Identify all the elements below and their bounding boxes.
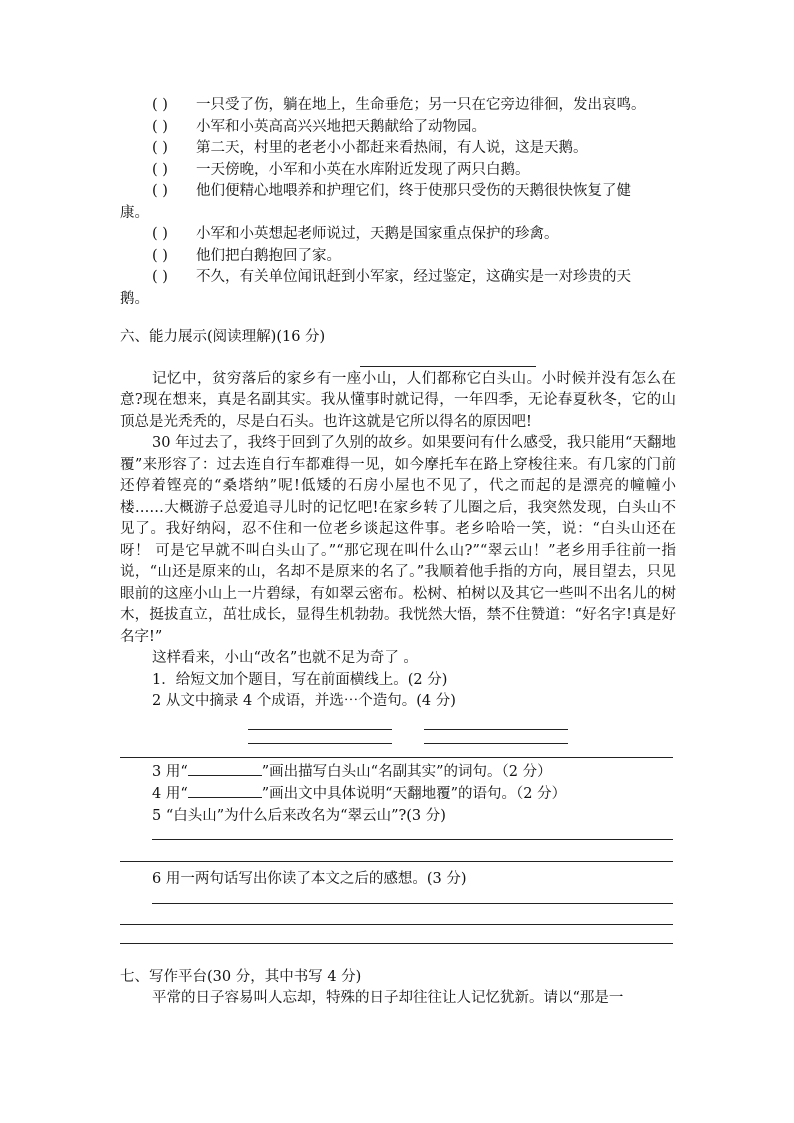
idiom-blank[interactable] xyxy=(424,743,568,744)
exam-page xyxy=(120,95,676,1010)
underline-sample xyxy=(188,783,262,798)
ordering-item xyxy=(120,138,676,160)
ordering-exercise xyxy=(120,95,676,310)
question-3: 3 用“ ”画出描写白头山“名副其实”的词句。（2 分） xyxy=(120,761,676,784)
reading-paragraph: 这样看来，小山“改名”也就不足为奇了 。 xyxy=(152,650,418,666)
ordering-item xyxy=(120,160,676,182)
answer-paren[interactable]: ( ) xyxy=(152,97,168,113)
ordering-item xyxy=(120,246,676,268)
answer-blank-row xyxy=(120,849,676,869)
question-6: 6 用一两句话写出你读了本文之后的感想。(3 分) xyxy=(152,871,467,887)
ordering-text: 第二天，村里的老老小小都赶来看热闹，有人说，这是天鹅。 xyxy=(196,140,588,156)
answer-paren[interactable]: ( ) xyxy=(152,247,168,264)
idiom-blank[interactable] xyxy=(248,743,392,744)
section-heading: 七、写作平台(30 分，其中书写 4 分) xyxy=(120,968,362,985)
reading-paragraph: 记忆中，贫穷落后的家乡有一座小山，人们都称它白头山。小时候并没有怎么在意?现在想来，真是名副其实。我从懂事时就记得，一年四季，无论春夏秋冬，它的山顶总是光秃秃的，尽是白石头。也许这就是它所以得名的原因吧! xyxy=(120,370,676,430)
sentence-blank[interactable] xyxy=(120,757,673,758)
reading-paragraph: 30 年过去了，我终于回到了久别的故乡。如果要问有什么感受，我只能用“天翻地覆”来形容了：过去连自行车都难得一见，如今摩托车在路上穿梭往来。有几家的门前还停着铿亮的“桑塔纳”呢!低矮的石房小屋也不见了，代之而起的是漂亮的幢幢小楼……大概游子总爱追寻儿时的记忆吧!在家乡转了儿圈之后，我突然发现，白头山不见了。我好纳闷，忍不住和一位老乡谈起这件事。老乡哈哈一笑，说：“白头山还在呀！ 可是它早就不叫白头山了。”“那它现在叫什么山?”“翠云山！”老乡用手往前一指说，“山还是原来的山，名却不是原来的名了。”我顺着他手指的方向，展目望去，只见眼前的这座小山上一片碧绿，有如翠云密布。松树、柏树以及其它一些叫不出名儿的树木，挺拔直立，茁壮成长，显得生机勃勃。我恍然大悟，禁不住赞道：“好名字!真是好名字!” xyxy=(120,435,676,645)
sentence-blank-row xyxy=(120,757,676,761)
question-5: 5 “白头山”为什么后来改名为“翠云山”?(3 分) xyxy=(152,807,446,824)
idiom-blank[interactable] xyxy=(424,729,568,730)
ordering-text: 不久，有关单位闻讯赶到小军家，经过鉴定，这确实是一对珍贵的天 xyxy=(196,269,631,285)
answer-blank-row xyxy=(120,934,676,955)
ordering-text: 他们便精心地喂养和护理它们，终于使那只受伤的天鹅很快恢复了健 xyxy=(196,183,631,199)
ordering-text: 一只受了伤，躺在地上，生命垂危；另一只在它旁边徘徊，发出哀鸣。 xyxy=(196,97,646,113)
question-1: 1．给短文加个题目，写在前面横线上。(2 分) xyxy=(152,671,448,688)
ordering-item xyxy=(120,117,676,139)
answer-paren[interactable]: ( ) xyxy=(152,269,168,285)
section-heading: 六、能力展示(阅读理解)(16 分) xyxy=(120,329,326,345)
ordering-item xyxy=(120,267,676,289)
answer-paren[interactable]: ( ) xyxy=(152,140,168,156)
section-writing xyxy=(120,967,676,1010)
question-4: 4 用“ ”画出文中具体说明“天翻地覆”的语句。（2 分） xyxy=(120,783,676,806)
idiom-blank[interactable] xyxy=(248,729,392,730)
ordering-text: 小军和小英想起老师说过，天鹅是国家重点保护的珍禽。 xyxy=(196,226,559,242)
answer-blank-row xyxy=(120,913,676,934)
underline-sample xyxy=(188,761,262,776)
ordering-item xyxy=(120,181,676,203)
answer-blank-row xyxy=(120,827,676,849)
answer-paren[interactable]: ( ) xyxy=(152,183,168,199)
ordering-item xyxy=(120,95,676,117)
ordering-continuation: 鹅。 xyxy=(120,290,149,307)
idiom-blank-row xyxy=(120,713,676,735)
answer-paren[interactable]: ( ) xyxy=(152,118,168,135)
answer-blank[interactable] xyxy=(152,839,673,840)
idiom-blank-row xyxy=(120,735,676,757)
section-reading xyxy=(120,327,676,955)
answer-blank[interactable] xyxy=(120,861,673,862)
answer-blank-row xyxy=(120,891,676,913)
answer-blank[interactable] xyxy=(120,924,673,925)
writing-prompt: 平常的日子容易叫人忘却，特殊的日子却往往让人记忆犹新。请以“那是一 xyxy=(152,990,624,1006)
ordering-text: 小军和小英高高兴兴地把天鹅献给了动物园。 xyxy=(196,118,486,135)
question-2: 2 从文中摘录 4 个成语，并选⋯个造句。(4 分) xyxy=(152,693,456,709)
answer-paren[interactable]: ( ) xyxy=(152,226,168,242)
answer-paren[interactable]: ( ) xyxy=(152,161,168,178)
answer-blank[interactable] xyxy=(152,903,673,904)
ordering-item xyxy=(120,224,676,246)
answer-blank[interactable] xyxy=(120,943,673,944)
ordering-text: 一天傍晚，小军和小英在水库附近发现了两只白鹅。 xyxy=(196,161,530,178)
ordering-continuation: 康。 xyxy=(120,204,149,221)
ordering-text: 他们把白鹅抱回了家。 xyxy=(196,247,341,264)
